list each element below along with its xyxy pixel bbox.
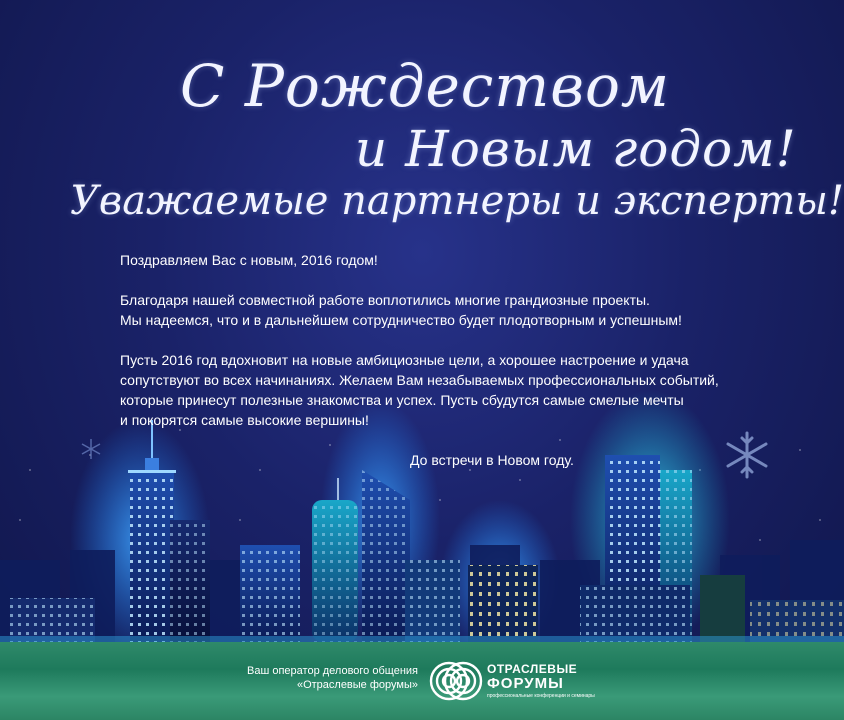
salutation: Уважаемые партнеры и эксперты! [70, 178, 844, 224]
logo-text-main: ФОРУМЫ [487, 675, 564, 692]
footer-caption-line2: «Отраслевые форумы» [296, 679, 418, 691]
forums-logo-icon [428, 653, 484, 709]
footer-caption [228, 664, 418, 692]
greeting-body [120, 250, 740, 470]
logo-text-top: ОТРАСЛЕВЫЕ [487, 662, 578, 676]
footer-caption-line1: Ваш оператор делового общения [247, 665, 418, 677]
footer-band [0, 642, 844, 720]
closing-line: До встречи в Новом году. [410, 452, 574, 468]
greeting-paragraph: Благодаря нашей совместной работе воплотились многие грандиозные проекты. Мы надеемся, что и в дальнейшем сотрудничество будет плодотворным и успешным! [120, 292, 682, 328]
logo-tagline: профессиональные конференции и семинары [487, 693, 595, 699]
greeting-paragraph: Пусть 2016 год вдохновит на новые амбициозные цели, а хорошее настроение и удача сопутствуют во всех начинаниях. Желаем Вам незабываемых профессиональных событий, которые принесут полезные знакомства и успех. Пусть сбудутся самые смелые мечты и покорятся самые высокие вершины! [120, 352, 719, 428]
snowflake-icon [80, 438, 102, 460]
greeting-paragraph: Поздравляем Вас с новым, 2016 годом! [120, 252, 378, 268]
greeting-title-line2: и Новым годом! [355, 120, 797, 178]
greeting-title-line1: С Рождеством [180, 52, 671, 120]
